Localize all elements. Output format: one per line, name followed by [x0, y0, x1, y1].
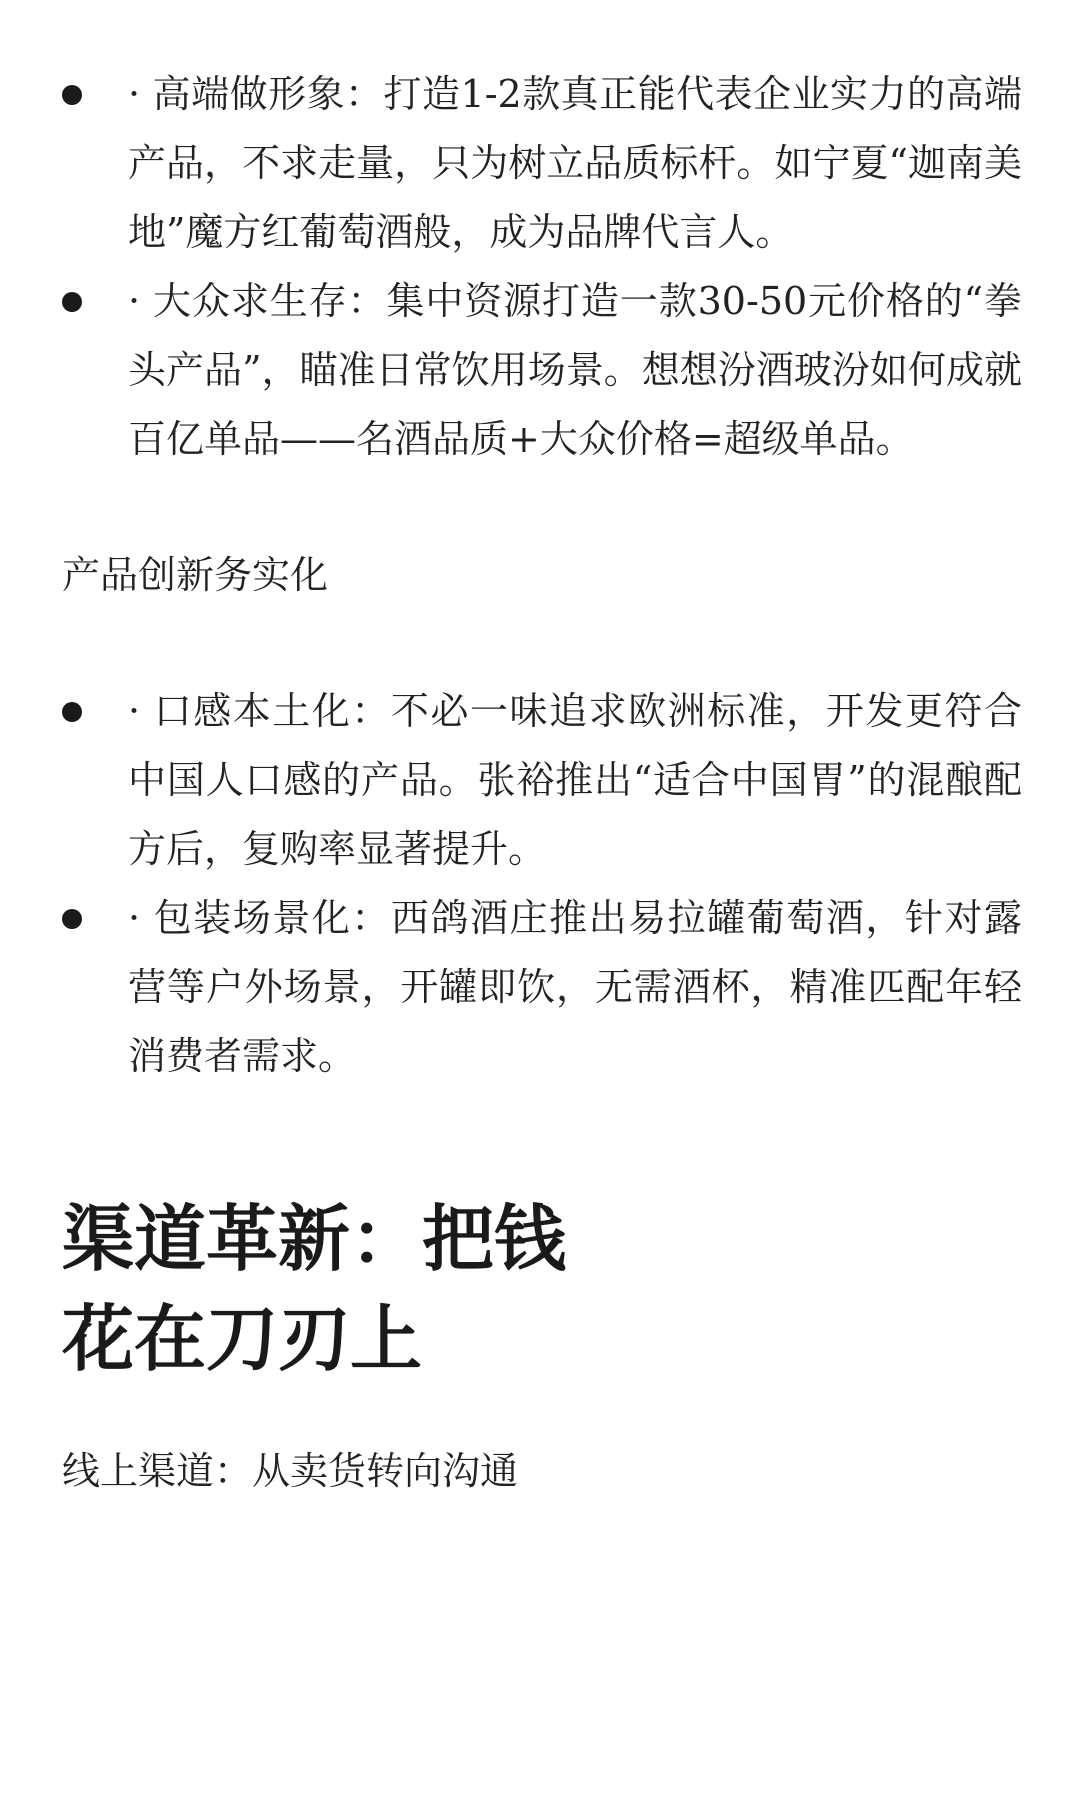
bullet-dot-icon	[62, 909, 82, 929]
list-item-text: · 口感本土化：不必一味追求欧洲标准，开发更符合中国人口感的产品。张裕推出“适合中国胃”的混酿配方后，复购率显著提升。	[128, 689, 1022, 871]
list-item	[62, 60, 1022, 267]
section-heading	[62, 1189, 1022, 1389]
bullet-dot-icon	[62, 702, 82, 722]
bullet-list-positioning	[62, 60, 1022, 474]
section-label-product-innovation: 产品创新务实化	[62, 553, 329, 597]
list-item-text: · 高端做形象：打造1-2款真正能代表企业实力的高端产品，不求走量，只为树立品质标杆。如宁夏“迦南美地”魔方红葡萄酒般，成为品牌代言人。	[128, 72, 1022, 254]
bullet-list-product	[62, 677, 1022, 1091]
article-body	[62, 60, 1022, 1496]
list-item-text: · 大众求生存：集中资源打造一款30-50元价格的“拳头产品”，瞄准日常饮用场景。想想汾酒玻汾如何成就百亿单品——名酒品质+大众价格=超级单品。	[128, 279, 1022, 461]
list-item	[62, 267, 1022, 474]
section-heading-line: 花在刀刃上	[62, 1296, 423, 1381]
bullet-dot-icon	[62, 292, 82, 312]
section-heading-line: 渠道革新：把钱	[62, 1196, 567, 1281]
list-item	[62, 677, 1022, 884]
bullet-dot-icon	[62, 85, 82, 105]
list-item	[62, 884, 1022, 1091]
section-label-online-channel: 线上渠道：从卖货转向沟通	[62, 1449, 519, 1493]
list-item-text: · 包装场景化：西鸽酒庄推出易拉罐葡萄酒，针对露营等户外场景，开罐即饮，无需酒杯，精准匹配年轻消费者需求。	[128, 896, 1022, 1078]
